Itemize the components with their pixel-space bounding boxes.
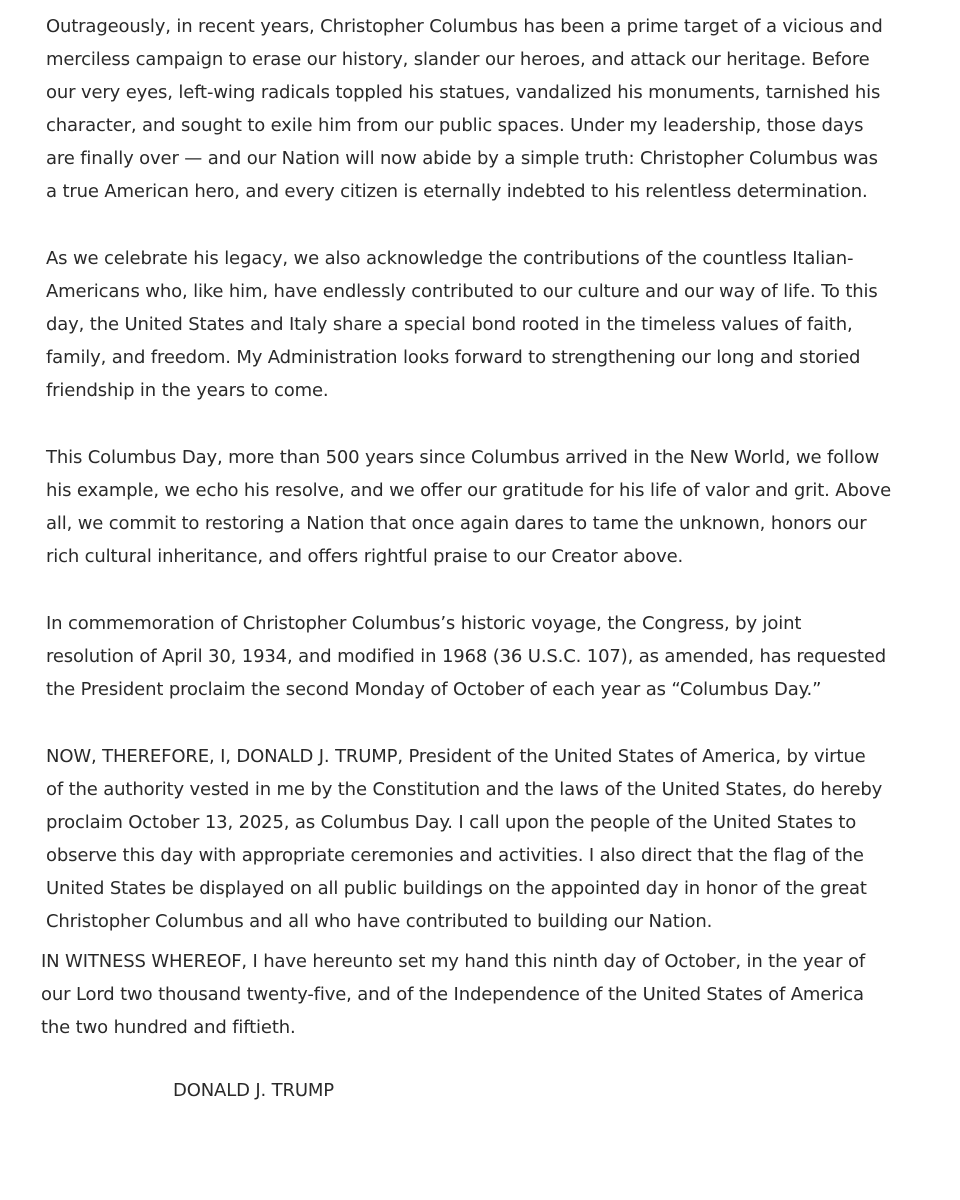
text-line: NOW, THEREFORE, I, DONALD J. TRUMP, President of the United States of America, by virtue	[46, 746, 866, 767]
text-line: As we celebrate his legacy, we also acknowledge the contributions of the countless Italian-	[46, 248, 854, 269]
text-line: resolution of April 30, 1934, and modified in 1968 (36 U.S.C. 107), as amended, has requested	[46, 646, 886, 667]
text-line: United States be displayed on all public buildings on the appointed day in honor of the great	[46, 878, 867, 899]
text-line: Americans who, like him, have endlessly contributed to our culture and our way of life. To this	[46, 281, 878, 302]
text-line: of the authority vested in me by the Constitution and the laws of the United States, do hereby	[46, 779, 883, 800]
text-line: are finally over — and our Nation will now abide by a simple truth: Christopher Columbus was	[46, 148, 878, 169]
text-line: family, and freedom. My Administration looks forward to strengthening our long and storied	[46, 347, 861, 368]
text-line: all, we commit to restoring a Nation that once again dares to tame the unknown, honors our	[46, 513, 867, 534]
text-line: our Lord two thousand twenty-five, and of the Independence of the United States of America	[41, 984, 864, 1005]
text-line: day, the United States and Italy share a special bond rooted in the timeless values of faith,	[46, 314, 853, 335]
text-line: In commemoration of Christopher Columbus’s historic voyage, the Congress, by joint	[46, 613, 802, 634]
text-line: rich cultural inheritance, and offers rightful praise to our Creator above.	[46, 546, 684, 567]
text-line: the two hundred and fiftieth.	[41, 1017, 296, 1038]
text-line: observe this day with appropriate ceremonies and activities. I also direct that the flag of the	[46, 845, 864, 866]
text-line: Outrageously, in recent years, Christopher Columbus has been a prime target of a vicious and	[46, 16, 883, 37]
text-line: This Columbus Day, more than 500 years since Columbus arrived in the New World, we follow	[46, 447, 880, 468]
text-line: merciless campaign to erase our history, slander our heroes, and attack our heritage. Before	[46, 49, 870, 70]
text-line: IN WITNESS WHEREOF, I have hereunto set my hand this ninth day of October, in the year of	[41, 951, 866, 972]
text-line: proclaim October 13, 2025, as Columbus Day. I call upon the people of the United States to	[46, 812, 857, 833]
signature-name: DONALD J. TRUMP	[173, 1080, 334, 1101]
text-line: his example, we echo his resolve, and we offer our gratitude for his life of valor and grit. Above	[46, 480, 892, 501]
text-line: character, and sought to exile him from our public spaces. Under my leadership, those days	[46, 115, 864, 136]
text-line: Christopher Columbus and all who have contributed to building our Nation.	[46, 911, 713, 932]
text-line: a true American hero, and every citizen is eternally indebted to his relentless determination.	[46, 181, 868, 202]
text-line: our very eyes, left-wing radicals toppled his statues, vandalized his monuments, tarnished his	[46, 82, 881, 103]
text-line: the President proclaim the second Monday of October of each year as “Columbus Day.”	[46, 679, 822, 700]
text-line: friendship in the years to come.	[46, 380, 329, 401]
